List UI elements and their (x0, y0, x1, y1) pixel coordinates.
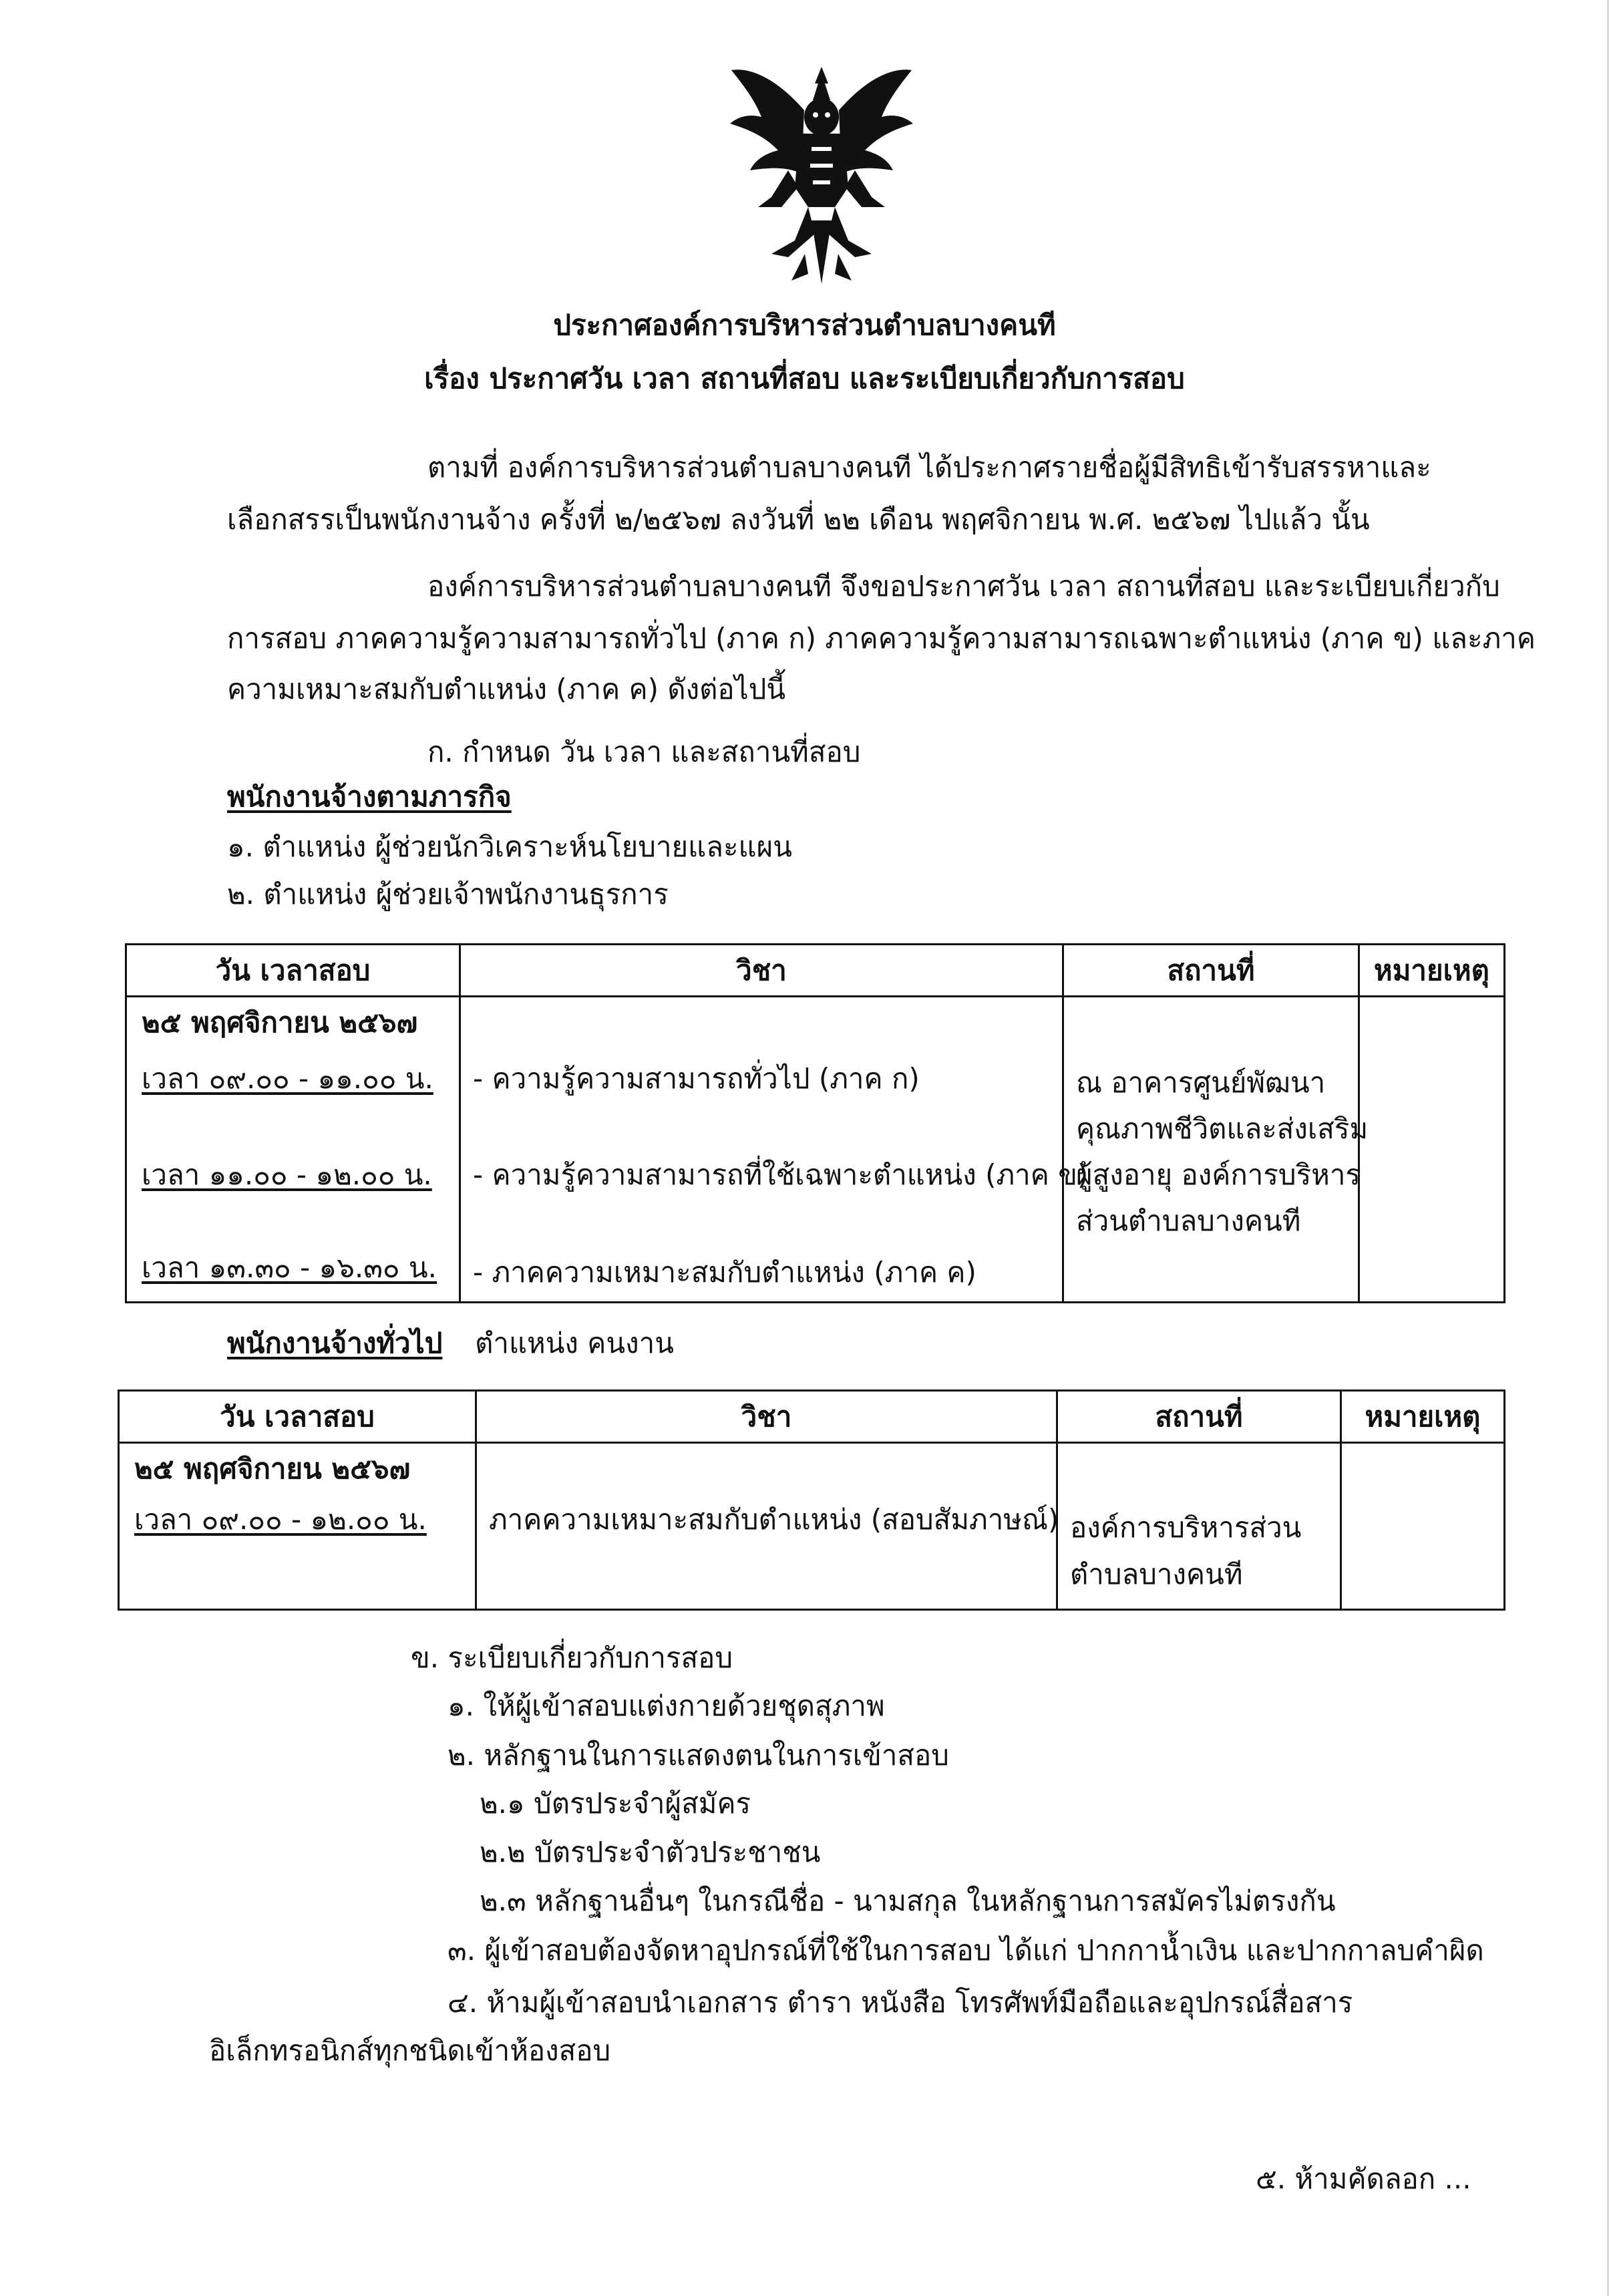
header-remark: หมายเหตุ (1359, 945, 1505, 997)
table-row (119, 1443, 1505, 1610)
paragraph-2-line-3: ความเหมาะสมกับตำแหน่ง (ภาค ค) ดังต่อไปนี้ (227, 673, 786, 705)
time-slot-3: เวลา ๑๓.๓๐ - ๑๖.๓๐ น. (142, 1251, 437, 1284)
date-time-cell (126, 997, 460, 1303)
table-header-row (119, 1391, 1505, 1443)
date-time-cell (119, 1443, 476, 1610)
header-date-time: วัน เวลาสอบ (119, 1391, 476, 1443)
venue-line-4: ส่วนตำบลบางคนที (1076, 1204, 1301, 1237)
section-b-heading: ข. ระเบียบเกี่ยวกับการสอบ (411, 1641, 733, 1674)
continuation-note: ๕. ห้ามคัดลอก ... (1256, 2162, 1471, 2195)
table-header-row (126, 945, 1505, 997)
group-2-line (227, 1323, 674, 1363)
venue-line-2: ตำบลบางคนที (1070, 1558, 1243, 1591)
rule-2-3: ๒.๓ หลักฐานอื่นๆ ในกรณีชื่อ - นามสกุล ในหลักฐานการสมัครไม่ตรงกัน (480, 1884, 1336, 1917)
exam-date: ๒๕ พฤศจิกายน ๒๕๖๗ (142, 1006, 418, 1039)
venue-line-2: คุณภาพชีวิตและส่งเสริม (1076, 1112, 1369, 1145)
header-date-time: วัน เวลาสอบ (126, 945, 460, 997)
rule-1: ๑. ให้ผู้เข้าสอบแต่งกายด้วยชุดสุภาพ (448, 1689, 885, 1722)
paragraph-2-line-1: องค์การบริหารส่วนตำบลบางคนที จึงขอประกาศวัน เวลา สถานที่สอบ และระเบียบเกี่ยวกับ (427, 570, 1500, 603)
time-slot-1: เวลา ๐๙.๐๐ - ๑๑.๐๐ น. (142, 1062, 433, 1095)
time-slot: เวลา ๐๙.๐๐ - ๑๒.๐๐ น. (134, 1503, 427, 1536)
subject: ภาคความเหมาะสมกับตำแหน่ง (สอบสัมภาษณ์) (489, 1503, 1059, 1536)
announcement-title: ประกาศองค์การบริหารส่วนตำบลบางคนที (553, 309, 1056, 341)
time-slot-2: เวลา ๑๑.๐๐ - ๑๒.๐๐ น. (142, 1158, 432, 1191)
group-1-heading: พนักงานจ้างตามภารกิจ (227, 780, 512, 813)
rule-4-line-1: ๔. ห้ามผู้เข้าสอบนำเอกสาร ตำรา หนังสือ โทรศัพท์มือถือและอุปกรณ์สื่อสาร (448, 1986, 1353, 2019)
position-2: ๒. ตำแหน่ง ผู้ช่วยเจ้าพนักงานธุรการ (227, 878, 669, 911)
paragraph-1-line-2: เลือกสรรเป็นพนักงานจ้าง ครั้งที่ ๒/๒๕๖๗ ลงวันที่ ๒๒ เดือน พฤศจิกายน พ.ศ. ๒๕๖๗ ไปแล้ว นั้น (227, 503, 1370, 536)
exam-schedule-table-1 (125, 943, 1505, 1303)
header-remark: หมายเหตุ (1341, 1391, 1505, 1443)
header-venue: สถานที่ (1057, 1391, 1341, 1443)
venue-line-1: ณ อาคารศูนย์พัฒนา (1076, 1066, 1326, 1099)
venue-cell (1063, 997, 1369, 1303)
position-1: ๑. ตำแหน่ง ผู้ช่วยนักวิเคราะห์นโยบายและแผน (227, 830, 792, 863)
venue-cell (1057, 1443, 1341, 1610)
header-subject: วิชา (460, 945, 1063, 997)
subject-3: - ภาคความเหมาะสมกับตำแหน่ง (ภาค ค) (473, 1256, 976, 1289)
venue-line-1: องค์การบริหารส่วน (1070, 1511, 1302, 1544)
group-2-position: ตำแหน่ง คนงาน (475, 1327, 674, 1359)
header-subject: วิชา (476, 1391, 1057, 1443)
rule-2: ๒. หลักฐานในการแสดงตนในการเข้าสอบ (448, 1739, 949, 1772)
section-a-heading: ก. กำหนด วัน เวลา และสถานที่สอบ (427, 735, 861, 768)
subject-2: - ความรู้ความสามารถที่ใช้เฉพาะตำแหน่ง (ภาค ข) (473, 1158, 1089, 1191)
remark-cell (1341, 1443, 1505, 1610)
paragraph-2-line-2: การสอบ ภาคความรู้ความสามารถทั่วไป (ภาค ก) ภาคความรู้ความสามารถเฉพาะตำแหน่ง (ภาค ข) และภาค (227, 622, 1536, 655)
garuda-emblem-icon (725, 53, 918, 294)
table-row (126, 997, 1505, 1303)
rule-3: ๓. ผู้เข้าสอบต้องจัดหาอุปกรณ์ที่ใช้ในการสอบ ได้แก่ ปากกาน้ำเงิน และปากกาลบคำผิด (448, 1934, 1484, 1967)
subject-1: - ความรู้ความสามารถทั่วไป (ภาค ก) (473, 1062, 920, 1095)
group-2-heading: พนักงานจ้างทั่วไป (227, 1327, 443, 1359)
remark-cell (1359, 997, 1505, 1303)
venue-line-3: ผู้สูงอายุ องค์การบริหาร (1076, 1158, 1361, 1191)
header-venue: สถานที่ (1063, 945, 1359, 997)
exam-schedule-table-2 (118, 1389, 1505, 1611)
subject-cell (476, 1443, 1057, 1610)
exam-date: ๒๕ พฤศจิกายน ๒๕๖๗ (134, 1452, 411, 1485)
rule-4-line-2: อิเล็กทรอนิกส์ทุกชนิดเข้าห้องสอบ (209, 2034, 611, 2067)
paragraph-1-line-1: ตามที่ องค์การบริหารส่วนตำบลบางคนที ได้ประกาศรายชื่อผู้มีสิทธิเข้ารับสรรหาและ (427, 451, 1431, 484)
announcement-subject: เรื่อง ประกาศวัน เวลา สถานที่สอบ และระเบียบเกี่ยวกับการสอบ (424, 362, 1185, 395)
subject-cell (460, 997, 1089, 1303)
rule-2-2: ๒.๒ บัตรประจำตัวประชาชน (480, 1836, 821, 1868)
rule-2-1: ๒.๑ บัตรประจำผู้สมัคร (480, 1787, 751, 1820)
